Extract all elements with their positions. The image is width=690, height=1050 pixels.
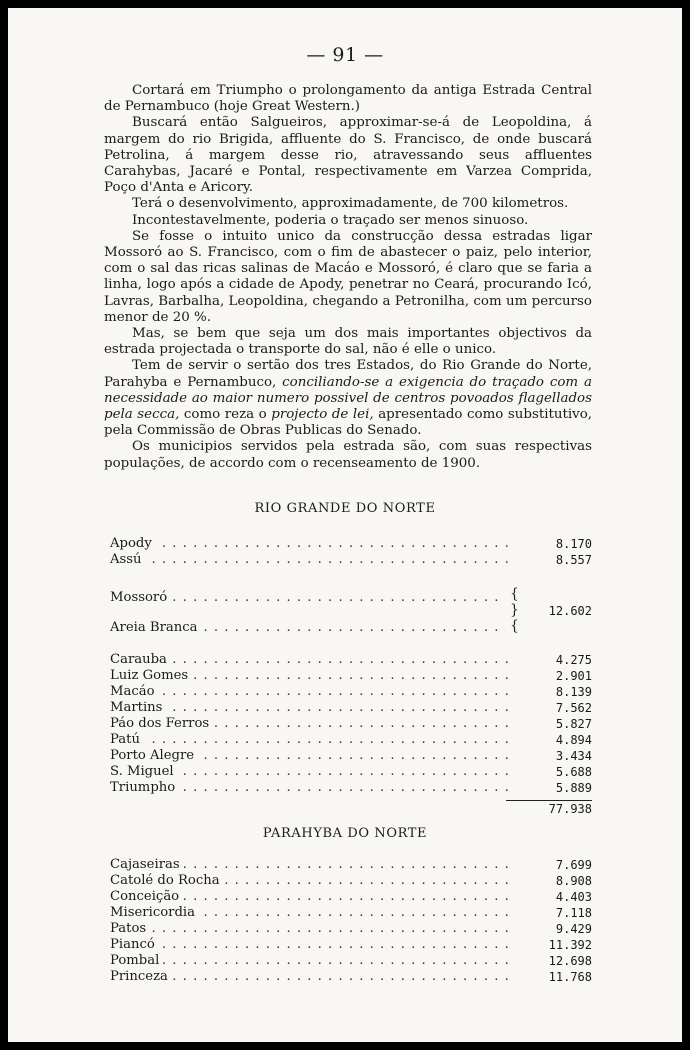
paragraph: Buscará então Salgueiros, approximar-se-á de Leopoldina, á margem do rio Brigida, affluente do S. Francisco, de onde buscará Petrolina, á margem desse rio, atravessando seus affluentes Carahybas, Jacaré e Pontal, respectivamente em Varzea Comprida, Poço d'Anta e Aricory. [104,115,592,196]
population-value: 11.768 [548,970,592,984]
table-row-grouped [110,620,592,636]
paragraph: Os municipios servidos pela estrada são, com suas respectivas populações, de accordo com o recenseamento de 1900. [104,439,592,471]
table-row [110,905,592,921]
text-span: como reza o [183,407,267,423]
municipio-name: Carauba [110,652,171,668]
paragraph: Incontestavelmente, poderia o traçado ser menos sinuoso. [132,212,529,228]
table-row [110,668,592,684]
municipio-name: Princeza [110,969,172,985]
table-row [110,536,592,552]
population-value: 2.901 [555,669,592,683]
leader-dots [110,700,516,716]
municipio-name: Porto Alegre [110,748,198,764]
table-row [110,889,592,905]
table-row [110,652,592,668]
population-value: 8.908 [555,874,592,888]
municipio-name: Triumpho [110,780,179,796]
document-page [8,8,682,1042]
table-row [110,552,592,568]
municipio-name: Martins [110,700,166,716]
italic-quote: conciliando-se a exigencia do traçado com a necessidade ao maior numero possivel de centros povoados flagellados pela secca, [104,374,592,423]
paragraph: Terá o desenvolvimento, approximadamente, de 700 kilometros. [132,196,569,212]
paragraph: Se fosse o intuito unico da construcção dessa estradas ligar Mossoró ao S. Francisco, com o fim de abastecer o paiz, pelo interior, com o sal das ricas salinas de Macáo e Mossoró, é claro que se faria a linha, logo após a cidade de Apody, penetrar no Ceará, procurando Icó, Lavras, Barbalha, Leopoldina, chegando a Petronilha, com um percurso menor de 20 %. [104,228,592,325]
population-value: 9.429 [555,922,592,936]
table-row [110,857,592,873]
section-heading-pb: PARAHYBA DO NORTE [262,826,428,841]
text-span: Tem de servir o sertão dos tres Estados, do Rio Grande do Norte, Parahyba e Pernambuco, [104,358,592,390]
leader-dots [110,684,516,700]
population-value: 7.562 [555,701,592,715]
municipio-name: Catolé do Rocha [110,873,224,889]
page-number: — 91 — [306,44,384,66]
table-row [110,684,592,700]
text-span: apresentado como substitutivo, pela Commissão de Obras Publicas do Senado. [104,407,593,439]
municipio-name: Assú [110,552,146,568]
table-row [110,780,592,796]
municipio-name: Páo dos Ferros [110,716,213,732]
table-row [110,873,592,889]
body-text [104,83,592,472]
municipio-name: Apody [110,536,156,552]
population-value: 12.698 [548,954,592,968]
leader-dots [110,536,516,552]
municipio-name: Areia Branca [110,620,202,636]
municipio-name: Piancó [110,937,159,953]
section-heading-rn: RIO GRANDE DO NORTE [254,501,436,516]
population-value: 11.392 [548,938,592,952]
group-population-value: 12.602 [548,604,592,618]
paragraph: Mas, se bem que seja um dos mais importantes objectivos da estrada projectada o transporte do sal, não é elle o unico. [104,326,592,358]
municipio-name: Patos [110,921,150,937]
table-row [110,748,592,764]
municipio-name: Luiz Gomes [110,668,192,684]
population-value: 4.275 [555,653,592,667]
table-row [110,716,592,732]
leader-dots [110,921,516,937]
paragraph: Cortará em Triumpho o prolongamento da antiga Estrada Central de Pernambuco (hoje Great Western.) [104,83,592,115]
table-row [110,700,592,716]
municipio-name: Patú [110,732,144,748]
municipio-name: Misericordia [110,905,199,921]
population-value: 8.557 [555,553,592,567]
population-value: 5.688 [555,765,592,779]
municipio-name: Conceição [110,889,183,905]
municipio-name: Macáo [110,684,159,700]
italic-quote: projecto de lei, [271,407,374,423]
table-row [110,953,592,969]
table-row [110,732,592,748]
group-brace: { } { [510,586,519,634]
section-total: 77.938 [548,802,592,816]
municipio-name: S. Miguel [110,764,178,780]
table-row [110,937,592,953]
population-value: 4.403 [555,890,592,904]
population-value: 5.889 [555,781,592,795]
leader-dots [110,732,516,748]
leader-dots [110,552,516,568]
population-value: 3.434 [555,749,592,763]
population-value: 8.170 [555,537,592,551]
population-value: 8.139 [555,685,592,699]
total-rule [506,800,592,801]
population-value: 4.894 [555,733,592,747]
municipio-name: Cajaseiras [110,857,184,873]
paragraph-with-quote [104,358,592,439]
municipio-name: Mossoró [110,590,171,606]
table-row [110,921,592,937]
table-row [110,764,592,780]
table-row-grouped [110,590,592,606]
table-row [110,969,592,985]
leader-dots [110,953,516,969]
leader-dots [110,937,516,953]
municipio-name: Pombal [110,953,163,969]
population-value: 7.118 [555,906,592,920]
population-value: 5.827 [555,717,592,731]
population-value: 7.699 [555,858,592,872]
